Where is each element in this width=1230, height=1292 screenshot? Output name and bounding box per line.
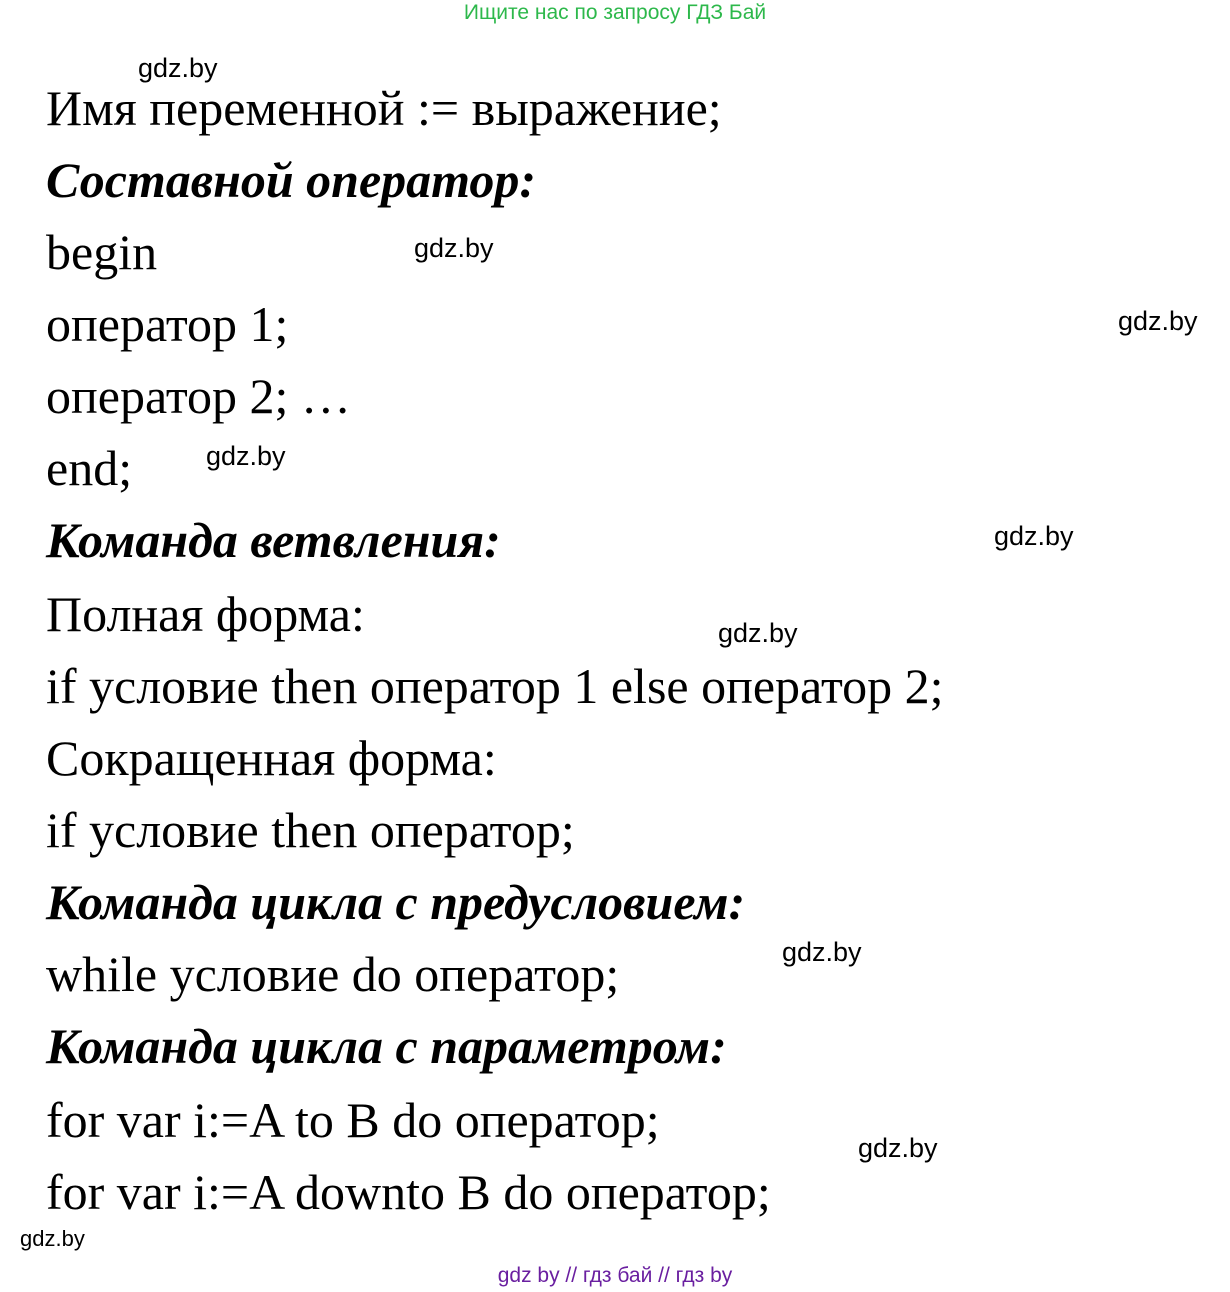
assignment-syntax: Имя переменной := выражение; — [46, 80, 722, 136]
watermark: gdz.by — [138, 53, 218, 83]
compound-operator-1: оператор 1; — [46, 296, 289, 352]
compound-begin: begin — [46, 224, 158, 280]
branch-full-syntax: if условие then оператор 1 else оператор 2; — [46, 658, 944, 714]
for-downto-syntax: for var i:=A downto B do оператор; — [46, 1164, 771, 1220]
top-banner: Ищите нас по запросу ГДЗ Бай — [463, 1, 767, 24]
watermark: gdz.by — [206, 441, 286, 471]
branch-full-label: Полная форма: — [46, 586, 365, 642]
watermark: gdz.by — [718, 618, 798, 648]
compound-operator-heading: Составной оператор: — [46, 152, 537, 208]
watermark: gdz.by — [782, 937, 862, 967]
branch-short-label: Сокращенная форма: — [46, 730, 497, 786]
watermark: gdz.by — [858, 1133, 938, 1163]
watermark: gdz.by — [414, 233, 494, 263]
watermark: gdz.by — [1118, 306, 1198, 336]
compound-operator-2: оператор 2; … — [46, 368, 351, 424]
branch-heading: Команда ветвления: — [46, 512, 501, 568]
footer — [0, 1263, 1230, 1289]
branch-short-syntax: if условие then оператор; — [46, 802, 575, 858]
while-heading: Команда цикла с предусловием: — [46, 874, 746, 930]
for-heading: Команда цикла с параметром: — [46, 1018, 727, 1074]
watermark: gdz.by — [20, 1226, 85, 1251]
while-syntax: while условие do оператор; — [46, 946, 620, 1002]
watermark: gdz.by — [994, 521, 1074, 551]
footer-text: gdz by // гдз бай // гдз by — [497, 1264, 733, 1287]
compound-end: end; — [46, 440, 133, 496]
for-to-syntax: for var i:=A to B do оператор; — [46, 1092, 660, 1148]
